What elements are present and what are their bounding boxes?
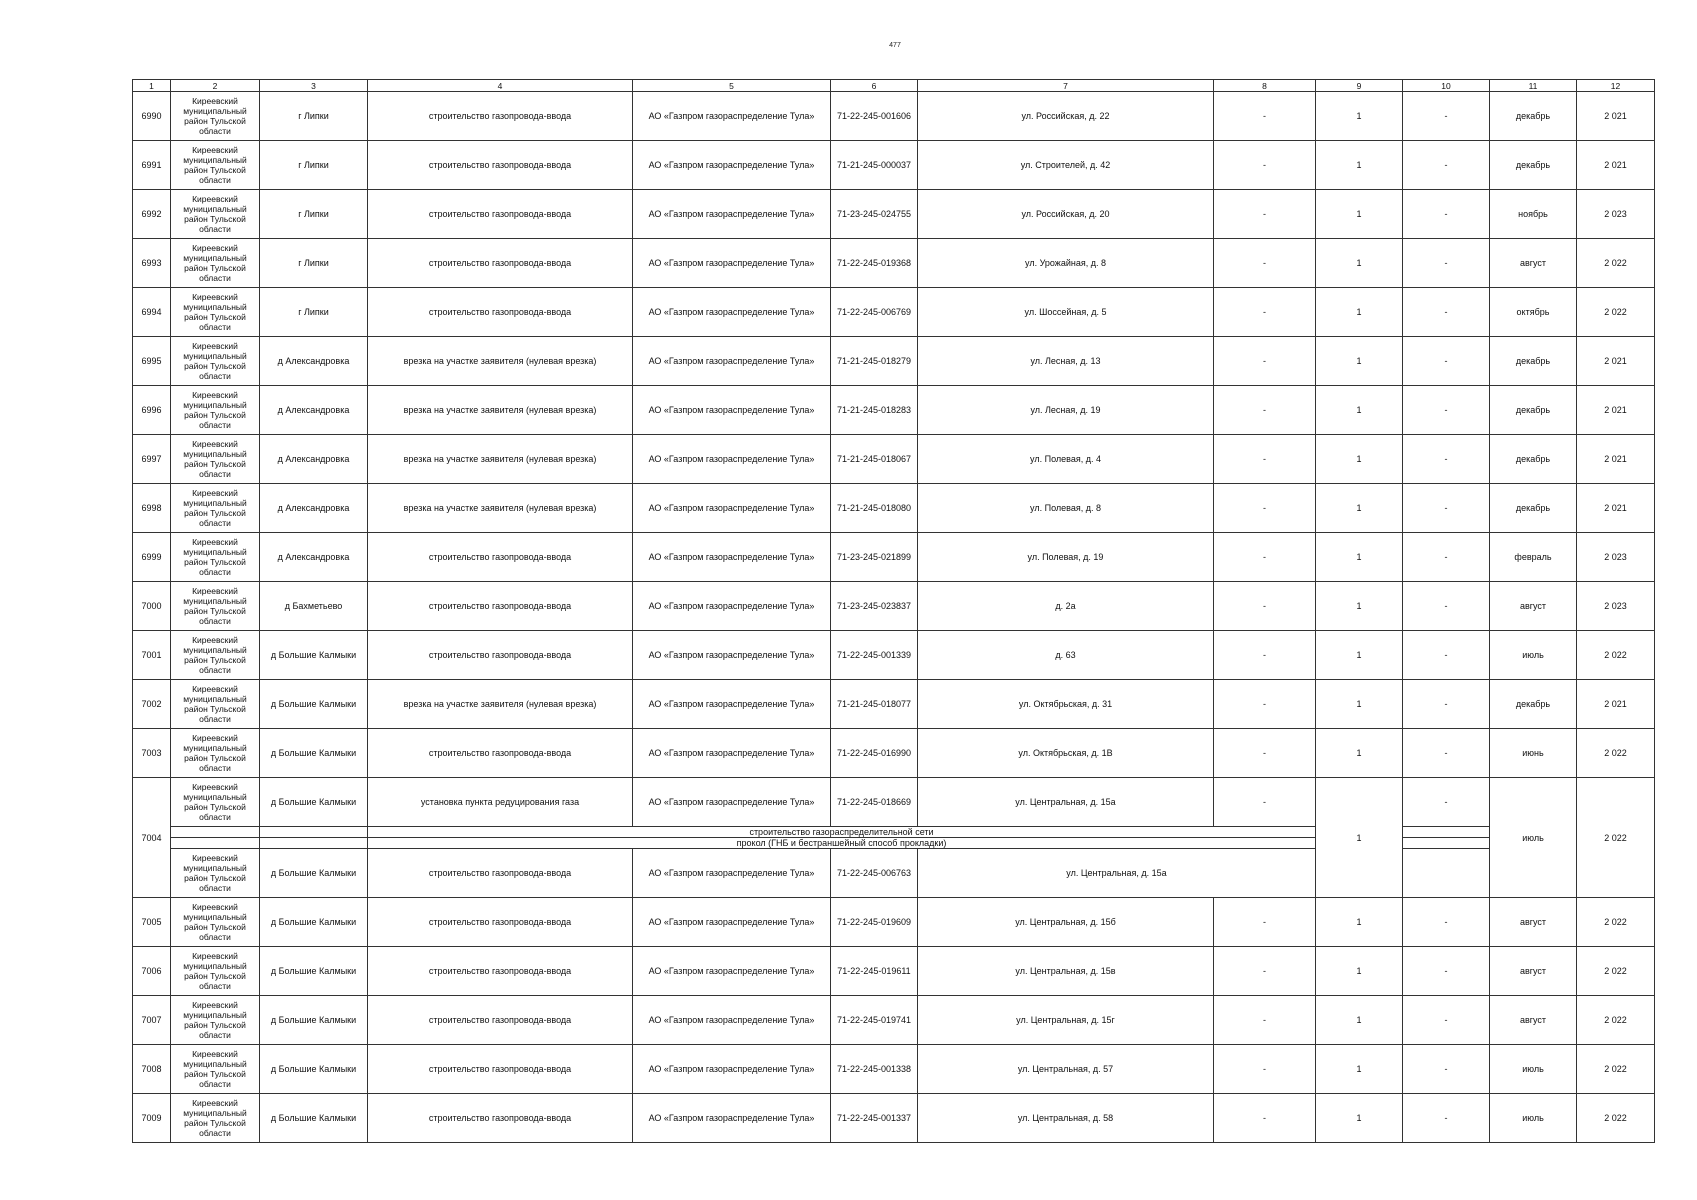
year: 2 021 [1577,141,1655,190]
col9-value: 1 [1316,582,1403,631]
settlement: г Липки [260,239,368,288]
district: Киреевский муниципальный район Тульской области [171,484,260,533]
year: 2 022 [1577,288,1655,337]
district: Киреевский муниципальный район Тульской области [171,239,260,288]
column-header-11: 11 [1490,80,1577,92]
settlement: г Липки [260,288,368,337]
organization: АО «Газпром газораспределение Тула» [633,141,831,190]
col8-value: - [1214,533,1316,582]
col8-value: - [1214,898,1316,947]
district: Киреевский муниципальный район Тульской области [171,996,260,1045]
row-number: 7009 [133,1094,171,1143]
column-header-5: 5 [633,80,831,92]
empty-cell [260,838,368,849]
work-type: строительство газопровода-ввода [368,190,633,239]
row-number: 6999 [133,533,171,582]
work-type: строительство газопровода-ввода [368,582,633,631]
settlement: д Большие Калмыки [260,849,368,898]
col10-value: - [1403,947,1490,996]
year: 2 022 [1577,729,1655,778]
settlement: д Большие Калмыки [260,947,368,996]
organization: АО «Газпром газораспределение Тула» [633,849,831,898]
work-type: строительство газопровода-ввода [368,239,633,288]
organization: АО «Газпром газораспределение Тула» [633,190,831,239]
empty-cell [260,827,368,838]
district: Киреевский муниципальный район Тульской области [171,1045,260,1094]
column-header-3: 3 [260,80,368,92]
district: Киреевский муниципальный район Тульской области [171,435,260,484]
column-header-10: 10 [1403,80,1490,92]
district: Киреевский муниципальный район Тульской области [171,849,260,898]
work-subtype: прокол (ГНБ и бестраншейный способ прокладки) [368,838,1316,849]
settlement: д Александровка [260,386,368,435]
settlement: д Большие Калмыки [260,631,368,680]
address: ул. Центральная, д. 15г [918,996,1214,1045]
organization: АО «Газпром газораспределение Тула» [633,898,831,947]
organization: АО «Газпром газораспределение Тула» [633,484,831,533]
application-code: 71-21-245-018077 [831,680,918,729]
month: декабрь [1490,386,1577,435]
address: ул. Центральная, д. 57 [918,1045,1214,1094]
col10-value: - [1403,996,1490,1045]
month: август [1490,898,1577,947]
work-type: строительство газопровода-ввода [368,947,633,996]
col8-value: - [1214,190,1316,239]
work-type: строительство газопровода-ввода [368,898,633,947]
work-type: строительство газопровода-ввода [368,1045,633,1094]
col10-value: - [1403,631,1490,680]
district: Киреевский муниципальный район Тульской области [171,288,260,337]
table-row [133,1094,1655,1143]
col8-value: - [1214,947,1316,996]
col10-value: - [1403,435,1490,484]
col8-value: - [1214,484,1316,533]
row-number: 6993 [133,239,171,288]
column-header-1: 1 [133,80,171,92]
settlement: г Липки [260,92,368,141]
address: ул. Центральная, д. 15а [918,849,1316,898]
table-row [133,729,1655,778]
empty-cell [171,827,260,838]
address: д. 2а [918,582,1214,631]
organization: АО «Газпром газораспределение Тула» [633,947,831,996]
address: д. 63 [918,631,1214,680]
page-number: 477 [889,42,901,49]
district: Киреевский муниципальный район Тульской области [171,190,260,239]
column-header-7: 7 [918,80,1214,92]
application-code: 71-23-245-024755 [831,190,918,239]
month: июль [1490,1094,1577,1143]
month: декабрь [1490,484,1577,533]
col8-value: - [1214,386,1316,435]
organization: АО «Газпром газораспределение Тула» [633,288,831,337]
row-number: 7007 [133,996,171,1045]
application-code: 71-22-245-019741 [831,996,918,1045]
col10-value: - [1403,898,1490,947]
application-code: 71-22-245-019609 [831,898,918,947]
application-code: 71-22-245-001606 [831,92,918,141]
empty-cell [1403,849,1490,898]
month: декабрь [1490,141,1577,190]
header-row [133,80,1655,92]
col10-value: - [1403,386,1490,435]
year: 2 022 [1577,1094,1655,1143]
table-row [133,582,1655,631]
col10-value: - [1403,1045,1490,1094]
address: ул. Центральная, д. 15б [918,898,1214,947]
organization: АО «Газпром газораспределение Тула» [633,1045,831,1094]
table-row [133,898,1655,947]
settlement: д Большие Калмыки [260,778,368,827]
district: Киреевский муниципальный район Тульской области [171,386,260,435]
col9-value: 1 [1316,435,1403,484]
table-row-7004-sub [133,827,1655,838]
settlement: г Липки [260,190,368,239]
organization: АО «Газпром газораспределение Тула» [633,386,831,435]
month: июль [1490,778,1577,898]
organization: АО «Газпром газораспределение Тула» [633,729,831,778]
row-number: 7001 [133,631,171,680]
empty-cell [1403,827,1490,838]
column-header-9: 9 [1316,80,1403,92]
settlement: д Александровка [260,337,368,386]
application-code: 71-22-245-001338 [831,1045,918,1094]
table-row [133,337,1655,386]
address: ул. Лесная, д. 13 [918,337,1214,386]
organization: АО «Газпром газораспределение Тула» [633,582,831,631]
col9-value: 1 [1316,239,1403,288]
table-row [133,533,1655,582]
col8-value: - [1214,288,1316,337]
col9-value: 1 [1316,386,1403,435]
col10-value: - [1403,1094,1490,1143]
row-number: 7000 [133,582,171,631]
col8-value: - [1214,996,1316,1045]
address: ул. Лесная, д. 19 [918,386,1214,435]
month: июнь [1490,729,1577,778]
year: 2 022 [1577,898,1655,947]
year: 2 022 [1577,947,1655,996]
organization: АО «Газпром газораспределение Тула» [633,778,831,827]
col10-value: - [1403,190,1490,239]
col8-value: - [1214,239,1316,288]
address: ул. Центральная, д. 15в [918,947,1214,996]
year: 2 021 [1577,386,1655,435]
settlement: д Большие Калмыки [260,729,368,778]
district: Киреевский муниципальный район Тульской области [171,1094,260,1143]
application-code: 71-22-245-016990 [831,729,918,778]
row-number: 7005 [133,898,171,947]
col10-value: - [1403,778,1490,827]
column-header-2: 2 [171,80,260,92]
month: август [1490,947,1577,996]
month: декабрь [1490,337,1577,386]
application-code: 71-22-245-001337 [831,1094,918,1143]
col9-value: 1 [1316,141,1403,190]
address: ул. Полевая, д. 8 [918,484,1214,533]
year: 2 021 [1577,92,1655,141]
settlement: г Липки [260,141,368,190]
table-row [133,484,1655,533]
year: 2 021 [1577,337,1655,386]
table-row [133,92,1655,141]
row-number: 6998 [133,484,171,533]
col9-value: 1 [1316,680,1403,729]
col8-value: - [1214,1045,1316,1094]
work-type: врезка на участке заявителя (нулевая врезка) [368,337,633,386]
col8-value: - [1214,582,1316,631]
col8-value: - [1214,778,1316,827]
application-code: 71-21-245-018279 [831,337,918,386]
settlement: д Большие Калмыки [260,1045,368,1094]
address: ул. Полевая, д. 19 [918,533,1214,582]
table-row [133,947,1655,996]
year: 2 021 [1577,680,1655,729]
district: Киреевский муниципальный район Тульской области [171,729,260,778]
application-code: 71-21-245-018283 [831,386,918,435]
year: 2 022 [1577,1045,1655,1094]
year: 2 021 [1577,435,1655,484]
work-type: строительство газопровода-ввода [368,849,633,898]
district: Киреевский муниципальный район Тульской области [171,582,260,631]
work-type: строительство газопровода-ввода [368,533,633,582]
year: 2 023 [1577,582,1655,631]
district: Киреевский муниципальный район Тульской области [171,92,260,141]
col9-value: 1 [1316,898,1403,947]
organization: АО «Газпром газораспределение Тула» [633,533,831,582]
table-row-7004-sub [133,849,1655,898]
district: Киреевский муниципальный район Тульской области [171,778,260,827]
organization: АО «Газпром газораспределение Тула» [633,239,831,288]
column-header-8: 8 [1214,80,1316,92]
organization: АО «Газпром газораспределение Тула» [633,435,831,484]
row-number: 6994 [133,288,171,337]
table-row [133,386,1655,435]
address: ул. Урожайная, д. 8 [918,239,1214,288]
address: ул. Российская, д. 22 [918,92,1214,141]
year: 2 023 [1577,533,1655,582]
row-number: 7003 [133,729,171,778]
table-row [133,190,1655,239]
organization: АО «Газпром газораспределение Тула» [633,680,831,729]
column-header-12: 12 [1577,80,1655,92]
settlement: д Александровка [260,484,368,533]
settlement: д Александровка [260,435,368,484]
work-type: врезка на участке заявителя (нулевая врезка) [368,680,633,729]
year: 2 022 [1577,631,1655,680]
settlement: д Большие Калмыки [260,898,368,947]
month: август [1490,582,1577,631]
work-type: врезка на участке заявителя (нулевая врезка) [368,435,633,484]
year: 2 022 [1577,239,1655,288]
col10-value: - [1403,288,1490,337]
row-number: 7004 [133,778,171,898]
row-number: 7002 [133,680,171,729]
year: 2 021 [1577,484,1655,533]
address: ул. Центральная, д. 58 [918,1094,1214,1143]
empty-cell [1403,838,1490,849]
work-type: установка пункта редуцирования газа [368,778,633,827]
application-code: 71-22-245-006763 [831,849,918,898]
application-code: 71-21-245-018080 [831,484,918,533]
work-type: строительство газопровода-ввода [368,92,633,141]
row-number: 6995 [133,337,171,386]
col8-value: - [1214,729,1316,778]
address: ул. Полевая, д. 4 [918,435,1214,484]
settlement: д Бахметьево [260,582,368,631]
table-row [133,1045,1655,1094]
month: ноябрь [1490,190,1577,239]
col10-value: - [1403,533,1490,582]
col10-value: - [1403,484,1490,533]
row-number: 6997 [133,435,171,484]
work-type: строительство газопровода-ввода [368,1094,633,1143]
table-row-7004 [133,778,1655,827]
table-row [133,680,1655,729]
column-header-6: 6 [831,80,918,92]
col8-value: - [1214,337,1316,386]
empty-cell [171,838,260,849]
col9-value: 1 [1316,1094,1403,1143]
settlement: д Большие Калмыки [260,680,368,729]
col8-value: - [1214,141,1316,190]
month: июль [1490,1045,1577,1094]
table-row [133,996,1655,1045]
settlement: д Большие Калмыки [260,996,368,1045]
col9-value: 1 [1316,631,1403,680]
col9-value: 1 [1316,190,1403,239]
work-type: строительство газопровода-ввода [368,631,633,680]
year: 2 022 [1577,778,1655,898]
work-type: строительство газопровода-ввода [368,996,633,1045]
table-row [133,631,1655,680]
col10-value: - [1403,239,1490,288]
col8-value: - [1214,435,1316,484]
table-row [133,239,1655,288]
application-code: 71-22-245-018669 [831,778,918,827]
col9-value: 1 [1316,92,1403,141]
address: ул. Октябрьская, д. 31 [918,680,1214,729]
col8-value: - [1214,1094,1316,1143]
row-number: 6992 [133,190,171,239]
col9-value: 1 [1316,533,1403,582]
col10-value: - [1403,92,1490,141]
month: февраль [1490,533,1577,582]
address: ул. Октябрьская, д. 1В [918,729,1214,778]
col10-value: - [1403,582,1490,631]
row-number: 7006 [133,947,171,996]
work-type: строительство газопровода-ввода [368,729,633,778]
col9-value: 1 [1316,484,1403,533]
table-row [133,141,1655,190]
month: август [1490,996,1577,1045]
month: август [1490,239,1577,288]
organization: АО «Газпром газораспределение Тула» [633,1094,831,1143]
row-number: 6991 [133,141,171,190]
month: октябрь [1490,288,1577,337]
row-number: 7008 [133,1045,171,1094]
address: ул. Строителей, д. 42 [918,141,1214,190]
district: Киреевский муниципальный район Тульской области [171,141,260,190]
district: Киреевский муниципальный район Тульской области [171,533,260,582]
col8-value: - [1214,92,1316,141]
district: Киреевский муниципальный район Тульской области [171,680,260,729]
address: ул. Шоссейная, д. 5 [918,288,1214,337]
col9-value: 1 [1316,288,1403,337]
table-row-7004-sub [133,838,1655,849]
address: ул. Российская, д. 20 [918,190,1214,239]
month: июль [1490,631,1577,680]
district: Киреевский муниципальный район Тульской области [171,898,260,947]
registry-table [132,79,1655,1143]
col9-value: 1 [1316,1045,1403,1094]
row-number: 6990 [133,92,171,141]
work-type: строительство газопровода-ввода [368,141,633,190]
organization: АО «Газпром газораспределение Тула» [633,631,831,680]
work-subtype: строительство газораспределительной сети [368,827,1316,838]
col9-value: 1 [1316,729,1403,778]
address: ул. Центральная, д. 15а [918,778,1214,827]
application-code: 71-22-245-001339 [831,631,918,680]
organization: АО «Газпром газораспределение Тула» [633,996,831,1045]
table-row [133,435,1655,484]
column-header-4: 4 [368,80,633,92]
work-type: врезка на участке заявителя (нулевая врезка) [368,484,633,533]
col9-value: 1 [1316,996,1403,1045]
month: декабрь [1490,92,1577,141]
application-code: 71-23-245-021899 [831,533,918,582]
application-code: 71-21-245-000037 [831,141,918,190]
year: 2 023 [1577,190,1655,239]
col9-value: 1 [1316,337,1403,386]
table-row [133,288,1655,337]
district: Киреевский муниципальный район Тульской области [171,631,260,680]
application-code: 71-22-245-019611 [831,947,918,996]
work-type: строительство газопровода-ввода [368,288,633,337]
col8-value: - [1214,631,1316,680]
month: декабрь [1490,680,1577,729]
year: 2 022 [1577,996,1655,1045]
settlement: д Большие Калмыки [260,1094,368,1143]
col10-value: - [1403,141,1490,190]
organization: АО «Газпром газораспределение Тула» [633,337,831,386]
settlement: д Александровка [260,533,368,582]
application-code: 71-22-245-006769 [831,288,918,337]
application-code: 71-21-245-018067 [831,435,918,484]
col10-value: - [1403,729,1490,778]
col8-value: - [1214,680,1316,729]
col10-value: - [1403,337,1490,386]
organization: АО «Газпром газораспределение Тула» [633,92,831,141]
month: декабрь [1490,435,1577,484]
application-code: 71-23-245-023837 [831,582,918,631]
row-number: 6996 [133,386,171,435]
application-code: 71-22-245-019368 [831,239,918,288]
col9-value: 1 [1316,947,1403,996]
work-type: врезка на участке заявителя (нулевая врезка) [368,386,633,435]
district: Киреевский муниципальный район Тульской области [171,337,260,386]
district: Киреевский муниципальный район Тульской области [171,947,260,996]
col10-value: - [1403,680,1490,729]
col9-value: 1 [1316,778,1403,898]
